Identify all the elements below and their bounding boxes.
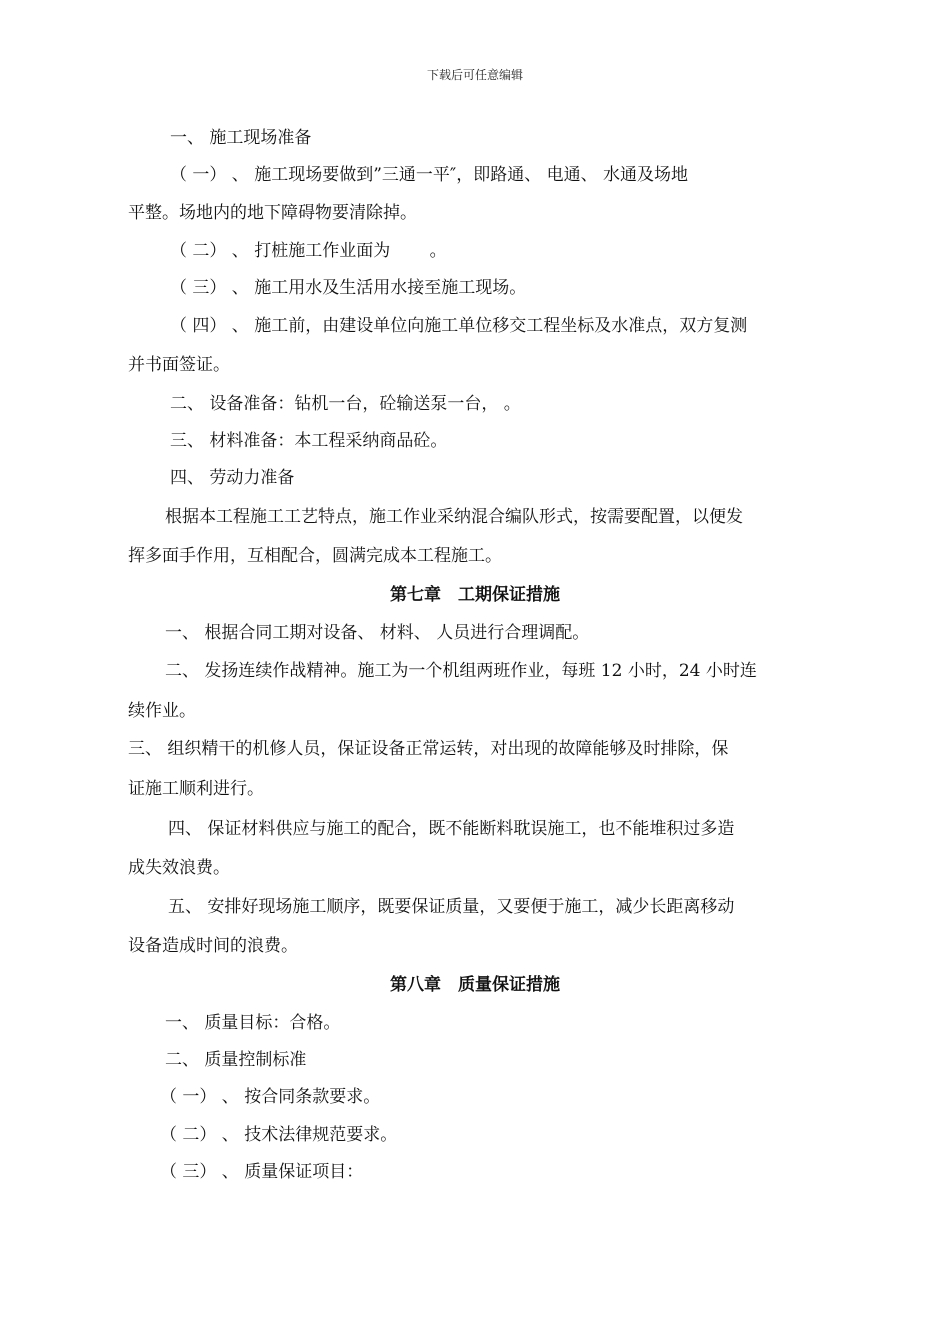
paragraph-line: 并书面签证。: [128, 355, 230, 375]
paragraph-line: 二、 发扬连续作战精神。施工为一个机组两班作业，每班 12 小时，24 小时连: [165, 661, 757, 681]
paragraph-line: （ 一） 、 施工现场要做到”三通一平″，即路通、 电通、 水通及场地: [170, 165, 689, 185]
paragraph-line: （ 四） 、 施工前，由建设单位向施工单位移交工程坐标及水准点，双方复测: [170, 316, 748, 336]
paragraph-line: 根据本工程施工工艺特点，施工作业采纳混合编队形式，按需要配置，以便发: [165, 507, 743, 527]
chapter-8-title: 第八章 质量保证措施: [390, 975, 560, 995]
section-3-heading: 三、 材料准备：本工程采纳商品砼。: [170, 431, 448, 451]
section-1-heading: 一、 施工现场准备: [170, 128, 312, 148]
paragraph-line: 续作业。: [128, 701, 196, 721]
paragraph-line: 挥多面手作用，互相配合，圆满完成本工程施工。: [128, 546, 502, 566]
section-2-heading: 二、 设备准备：钻机一台，砼输送泵一台， 。: [170, 394, 521, 414]
paragraph-line: 四、 保证材料供应与施工的配合，既不能断料耽误施工，也不能堆积过多造: [168, 819, 735, 839]
page-header: 下载后可任意编辑: [426, 68, 523, 82]
paragraph-line: 五、 安排好现场施工顺序，既要保证质量，又要便于施工，减少长距离移动: [168, 897, 735, 917]
paragraph-line: 成失效浪费。: [128, 858, 230, 878]
paragraph-line: （ 二） 、 技术法律规范要求。: [160, 1125, 398, 1145]
paragraph-line: 一、 根据合同工期对设备、 材料、 人员进行合理调配。: [165, 623, 590, 643]
chapter-7-title: 第七章 工期保证措施: [390, 585, 560, 605]
paragraph-line: 平整。场地内的地下障碍物要清除掉。: [128, 203, 417, 223]
paragraph-line: 二、 质量控制标准: [165, 1050, 307, 1070]
paragraph-line: （ 一） 、 按合同条款要求。: [160, 1087, 381, 1107]
section-4-heading: 四、 劳动力准备: [170, 468, 295, 488]
paragraph-line: （ 二） 、 打桩施工作业面为 。: [170, 241, 447, 261]
paragraph-line: 一、 质量目标：合格。: [165, 1013, 341, 1033]
paragraph-line: （ 三） 、 质量保证项目：: [160, 1162, 364, 1182]
paragraph-line: 证施工顺利进行。: [128, 779, 264, 799]
paragraph-line: 设备造成时间的浪费。: [128, 936, 298, 956]
paragraph-line: 三、 组织精干的机修人员，保证设备正常运转，对出现的故障能够及时排除，保: [128, 739, 729, 759]
paragraph-line: （ 三） 、 施工用水及生活用水接至施工现场。: [170, 278, 527, 298]
